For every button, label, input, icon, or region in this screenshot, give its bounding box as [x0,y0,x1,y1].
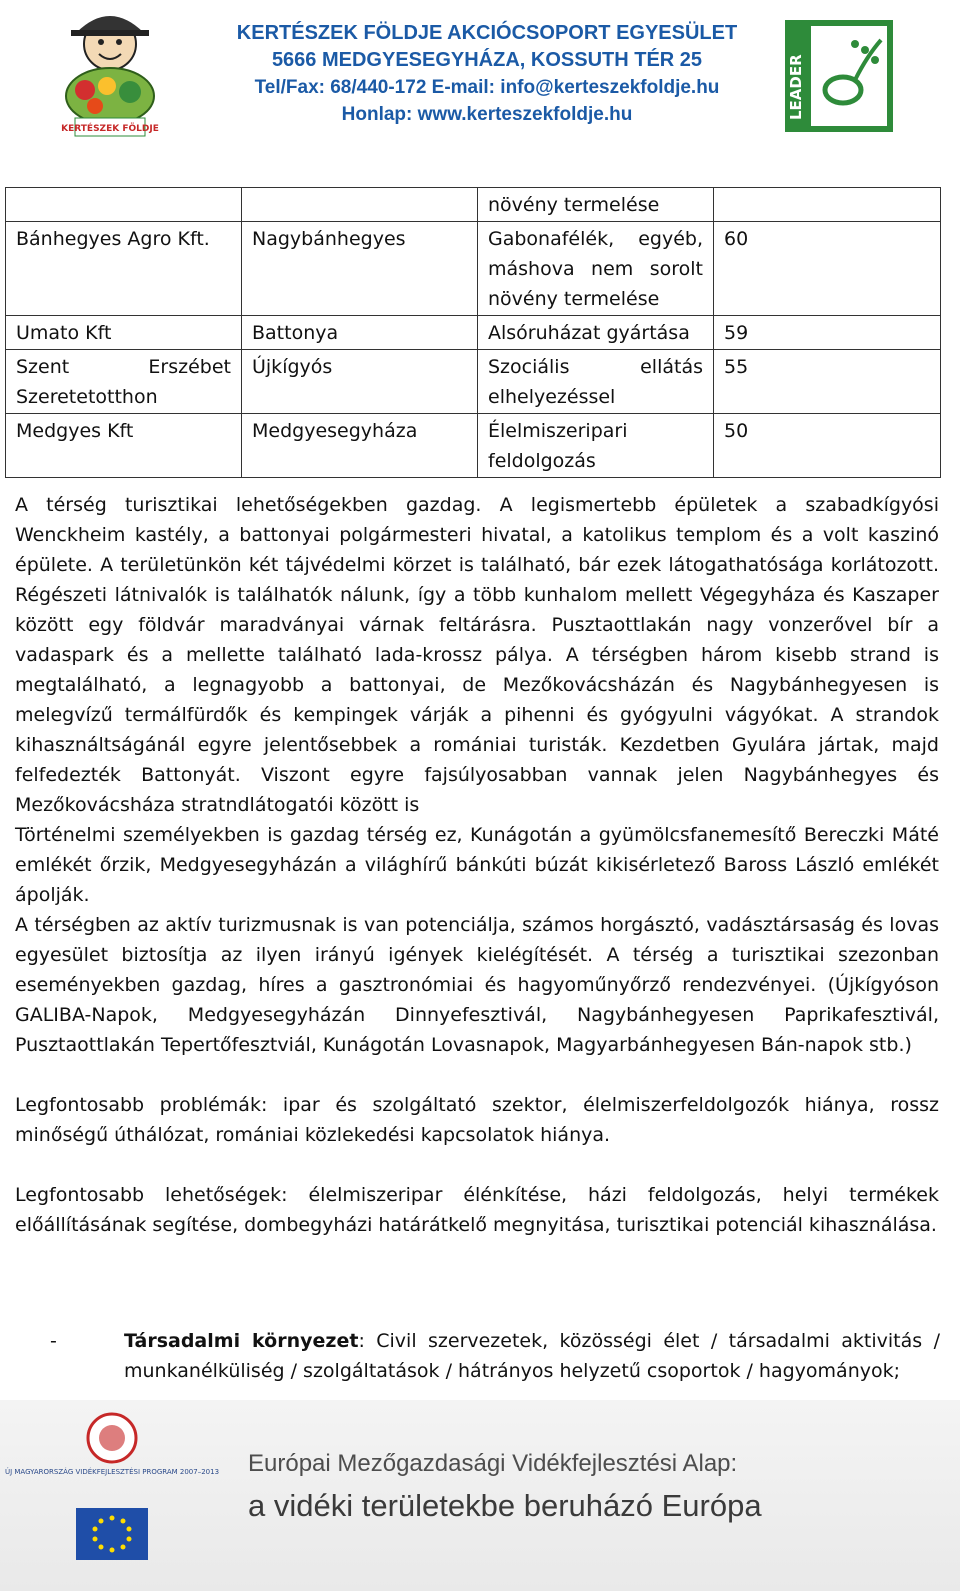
logo-text: KERTÉSZEK FÖLDJE [61,124,159,134]
table-cell-employees: 60 [714,222,941,316]
table-row [6,350,941,414]
org-name: KERTÉSZEK FÖLDJE AKCIÓCSOPORT EGYESÜLET [236,22,738,44]
table-cell-company: Szent Erszébet Szeretetotthon [6,350,242,414]
table-cell-activity: Gabonafélék, egyéb, máshova nem sorolt növény termelése [478,222,714,316]
table-cell-town: Battonya [242,316,478,350]
table-row [6,316,941,350]
table-cell-activity: Szociális ellátás elhelyezéssel [478,350,714,414]
org-contact: Tel/Fax: 68/440-172 E-mail: info@kerteszekfoldje.hu [254,77,720,98]
table-cell-employees [714,188,941,222]
kerteszek-foldje-logo [55,6,165,146]
table-row [6,188,941,222]
table-cell-town: Újkígyós [242,350,478,414]
footer-slogan: a vidéki területekbe beruházó Európa [248,1488,762,1523]
table-cell-company: Umato Kft [6,316,242,350]
table-row [6,222,941,316]
table-cell-company: Medgyes Kft [6,414,242,478]
table-cell-employees: 50 [714,414,941,478]
bullet-text-block [124,1326,940,1386]
paragraph-active-tourism: A térségben az aktív turizmusnak is van potenciálja, számos horgásztó, vadásztársaság és lovas egyesület biztosítja az ilyen irányú igények kielégítését. A térség a turisztikai szezonban eseményekben gazdag, híres a gasztronómiai és hagyoműnyőrző rendezvényei. (Újkígyóson GALIBA-Napok, Medgyesegyházán Dinnyefesztivál, Nagybánhegyesen Paprikafesztivál, Pusztaottlakán Tepertőfesztviál, Kunágotán Lovasnapok, Magyarbánhegyesen Bán-napok stb.) [15,914,939,1056]
paragraph-tourism: A térség turisztikai lehetőségekben gazdag. A legismertebb épületek a szabadkígyósi Wenckheim kastély, a battonyai polgármesteri hivatal, a katolikus templom és a volt kaszinó épülete. A területünkön két tájvédelmi körzet is található, bár ezek látogathatósága korlátozott. Régészeti látnivalók is találhatók nálunk, így a több kunhalom mellett Végegyháza és Kaszaper között egy földvár maradványai várnak feltárásra. Pusztaottlakán nagy vonzerővel bír a vadaspark és a mellette található lada-krossz pálya. A térségben három kisebb strand is megtalálható, a legnagyobb a battonyai, de Mezőkovácsházán és Nagybánhegyesen is melegvízű termálfürdők és kempingek várják a pihenni és gyógyulni vágyókat. A strandok kihasználtságánál egyre jelentősebbek a romániai turisták. Kezdetben Gyulára jártak, majd felfedezték Battonyát. Viszont egyre fajsúlyosabban vannak jelen Nagybánhegyes és Mezőkovácsháza stratndlátogatói között is [15,494,939,816]
bullet-dash: - [50,1330,57,1352]
table-cell-town: Nagybánhegyes [242,222,478,316]
table-cell-company: Bánhegyes Agro Kft. [6,222,242,316]
table-cell-town [242,188,478,222]
employers-table [5,187,941,478]
table-cell-company [6,188,242,222]
bullet-text: : Civil szervezetek, közösségi élet / társadalmi aktivitás / munkanélküliség / szolgáltatások / hátrányos helyzetű csoportok / hagyományok; [124,1330,940,1382]
table-cell-employees: 59 [714,316,941,350]
table-cell-town: Medgyesegyháza [242,414,478,478]
leader-text: LEADER [787,54,805,120]
letterhead-text [222,20,752,128]
table-row [6,414,941,478]
bullet-heading: Társadalmi környezet [124,1330,359,1352]
leader-logo [785,20,893,132]
table-cell-activity: Alsóruházat gyártása [478,316,714,350]
table-cell-employees: 55 [714,350,941,414]
table-cell-activity: növény termelése [478,188,714,222]
badge-text: ÚJ MAGYARORSZÁG VIDÉKFEJLESZTÉSI PROGRAM 2007–2013 [4,1468,220,1476]
paragraph-history: Történelmi személyekben is gazdag térség ez, Kunágotán a gyümölcsfanemesítő Bereczki Máté emlékét őrzik, Medgyesegyházán a világhírű bánkúti búzát kikisérletező Baross László emlékét ápolják. [15,824,939,906]
org-address: 5666 MEDGYESEGYHÁZA, KOSSUTH TÉR 25 [271,49,703,71]
table-cell-activity: Élelmiszeripari feldolgozás [478,414,714,478]
paragraph-problems: Legfontosabb problémák: ipar és szolgáltató szektor, élelmiszerfeldolgozók hiánya, rossz minőségű úthálózat, romániai közlekedési kapcsolatok hiánya. [15,1094,939,1146]
paragraph-opportunities: Legfontosabb lehetőségek: élelmiszeripar élénkítése, házi feldolgozás, helyi termékek előállításának segítése, dombegyházi határátkelő megnyitása, turisztikai potenciál kihasználása. [15,1184,939,1236]
footer-banner [0,1400,960,1591]
new-hungary-eu-badge [4,1408,220,1583]
document-body [15,490,939,1240]
footer-fund-name: Európai Mezőgazdasági Vidékfejlesztési Alap: [248,1450,738,1477]
letterhead [0,0,960,160]
org-website: Honlap: www.kerteszekfoldje.hu [341,104,633,125]
bullet-item [50,1326,940,1386]
